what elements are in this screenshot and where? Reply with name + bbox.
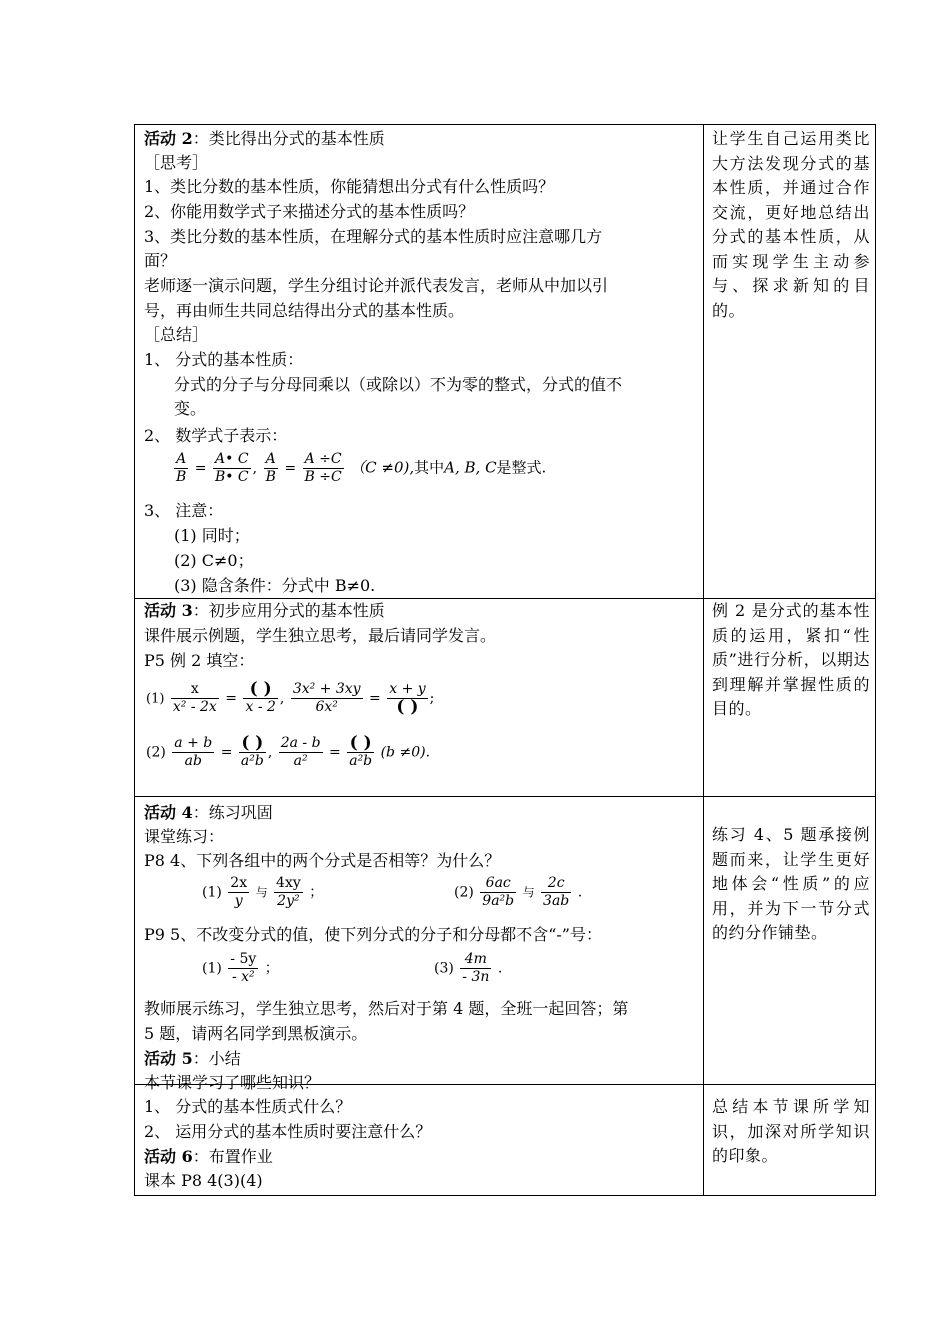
property-formula: $\frac{A}{B}$ = $\frac{A• C}{B• C}$ , $\frac{A}{B}$ = $\frac{A \div C}{B \div C}$ （C ≠0),其中A, B, C是整式.	[176, 451, 547, 485]
column-divider	[703, 125, 704, 1195]
row-divider-2	[135, 796, 875, 797]
example-2-label: P5 例 2 填空：	[144, 651, 255, 670]
activity-4-title: 活动 4：练习巩固	[144, 803, 273, 822]
summary-1-body-cont: 变。	[174, 399, 207, 418]
exercise-4-part-2: (2) $\frac{6ac}{\text{9a²b}}$ 与 $\frac{2c}{3ab}$ .	[454, 875, 583, 909]
purpose-note-4: 总结本节课所学知识，加深对所学知识的印象。	[712, 1097, 870, 1165]
exercise-5-part-1: (1) $\frac{- 5y}{\text{- x²}}$ ；	[202, 951, 279, 985]
activity-5-para: 本节课学习了哪些知识？	[144, 1073, 321, 1092]
note-2: (2) C≠0；	[174, 551, 254, 570]
summary-3: 3、 注意：	[144, 501, 224, 520]
exercise-p8-4: P8 4、下列各组中的两个分式是否相等？为什么？	[144, 851, 501, 870]
purpose-note-2: 例 2 是分式的基本性质的运用，紧扣“性质”进行分析，以期达到理解并掌握性质的目的。	[712, 601, 870, 718]
exercise-p9-5: P9 5、不改变分式的值，使下列分式的分子和分母都不含“-”号：	[144, 925, 602, 944]
summary-2: 2、 数学式子表示：	[144, 426, 288, 445]
activity-5-title: 活动 5：小结	[144, 1049, 241, 1068]
question-1: 1、类比分数的基本性质，你能猜想出分式有什么性质吗？	[144, 177, 555, 196]
example-2-row-2: (2) $\frac{a + b}{ab}$ = $\frac{( )}{\text{a²b}}$ , $\frac{2a - b}{\text{a²}}$ = $\frac{( )}{\text{a²b}}$ (b ≠0).	[146, 733, 431, 769]
example-2-row-1: (1) $\frac{x}{\text{x² - 2x}}$ = $\frac{( )}{x - 2}$ , $\frac{\text{3x² + 3xy}}{\text{6x²}}$ = $\frac{x + y}{( )}$ ;	[146, 679, 435, 717]
activity-2-title: 活动 2：类比得出分式的基本性质	[144, 129, 385, 148]
lesson-plan-table	[134, 124, 876, 1196]
summary-1-body: 分式的分子与分母同乘以（或除以）不为零的整式，分式的值不	[174, 375, 623, 394]
purpose-note-1: 让学生自己运用类比大方法发现分式的基本性质，并通过合作交流，更好地总结出分式的基本性质，从而实现学生主动参与、探求新知的目的。	[712, 129, 870, 320]
activity-5-q1: 1、 分式的基本性质式什么？	[144, 1097, 352, 1116]
activity-4-para-cont: 5 题，请两名同学到黑板演示。	[144, 1024, 368, 1043]
summary-1: 1、 分式的基本性质：	[144, 350, 304, 369]
summary-label: ［总结］	[144, 325, 209, 344]
think-label: ［思考］	[144, 153, 209, 172]
homework: 课本 P8 4(3)(4)	[144, 1171, 263, 1190]
exercise-4-part-1: (1) $\frac{2x}{y}$ 与 $\frac{4xy}{\text{2y²}}$ ；	[202, 875, 324, 909]
purpose-note-3: 练习 4、5 题承接例题而来，让学生更好地体会“性质”的应用，并为下一节分式的约分作铺垫。	[712, 825, 870, 942]
question-3-cont: 面？	[144, 251, 177, 270]
class-practice-label: 课堂练习：	[144, 827, 225, 846]
teacher-para-cont: 号，再由师生共同总结得出分式的基本性质。	[144, 301, 465, 320]
question-2: 2、你能用数学式子来描述分式的基本性质吗？	[144, 202, 475, 221]
teacher-para: 老师逐一演示问题，学生分组讨论并派代表发言，老师从中加以引	[144, 276, 609, 295]
activity-6-title: 活动 6：布置作业	[144, 1147, 273, 1166]
note-1: (1) 同时；	[174, 526, 250, 545]
question-3: 3、类比分数的基本性质，在理解分式的基本性质时应注意哪几方	[144, 227, 603, 246]
note-3: (3) 隐含条件：分式中 B≠0.	[174, 576, 376, 595]
activity-3-title: 活动 3：初步应用分式的基本性质	[144, 601, 385, 620]
activity-3-para: 课件展示例题，学生独立思考，最后请同学发言。	[144, 626, 497, 645]
activity-5-q2: 2、 运用分式的基本性质时要注意什么？	[144, 1122, 432, 1141]
activity-4-para: 教师展示练习，学生独立思考，然后对于第 4 题，全班一起回答；第	[144, 999, 629, 1018]
exercise-5-part-3: (3) $\frac{4m}{- 3n}$ .	[434, 951, 503, 985]
